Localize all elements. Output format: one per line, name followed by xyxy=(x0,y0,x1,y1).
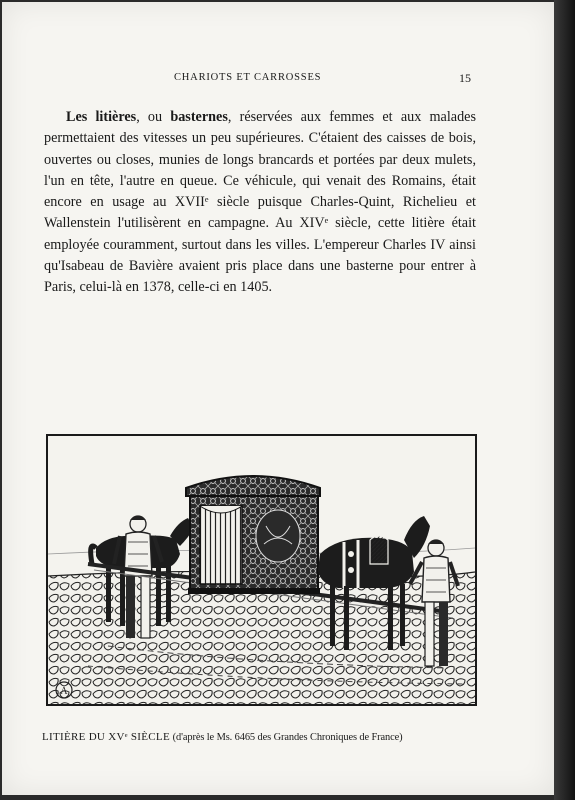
term-separator: , ou xyxy=(136,109,171,125)
paragraph-text: , réservées aux femmes et aux malades permettaient des vitesses un peu supérieures. C'étaient des caisses de bois, ouvertes ou closes, munies de longs brancards et portées par deux mulets, l'un en tête, l'autre en queue. Ce véhicule, qui venait des Romains, était encore en usage au XVIIᵉ siècle puisque Charles-Quint, Richelieu et Wallenstein l'utilisèrent en campagne. Au XIVᵉ siècle, cette litière était employée couramment, surtout dans les villes. L'empereur Charles IV ainsi qu'Isabeau de Bavière avaient pris place dans une basterne pour entrer à Paris, celui-là en 1378, celle-ci en 1405. xyxy=(44,109,476,296)
term-basternes: basternes xyxy=(170,109,228,125)
caption-source: (d'après le Ms. 6465 des Grandes Chroniques de France) xyxy=(172,732,403,743)
litter-box xyxy=(186,476,320,594)
caption-title: LITIÈRE DU XVᵉ SIÈCLE xyxy=(42,731,170,743)
figure-caption xyxy=(42,731,482,743)
page-header xyxy=(2,72,554,86)
woodcut-illustration xyxy=(46,434,477,706)
artist-monogram: A xyxy=(60,686,68,697)
term-litieres: Les litières xyxy=(66,109,137,125)
scan-edge xyxy=(554,0,575,800)
page-number: 15 xyxy=(459,71,471,85)
body-paragraph xyxy=(44,107,476,299)
running-title: CHARIOTS ET CARROSSES xyxy=(174,72,322,83)
litter-engraving-image xyxy=(48,436,475,704)
book-page xyxy=(2,2,554,795)
